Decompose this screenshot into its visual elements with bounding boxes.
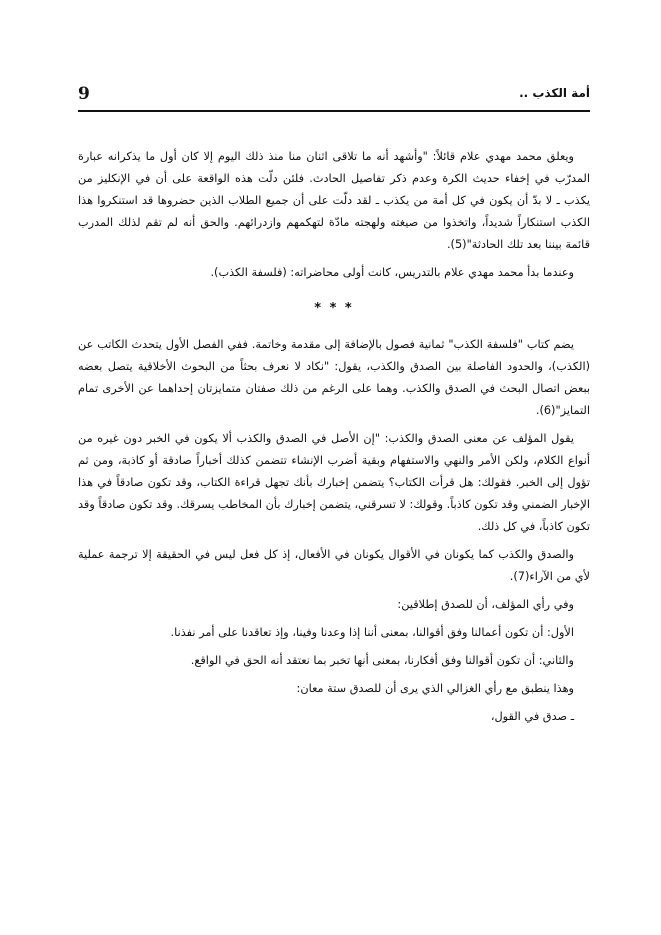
page-body bbox=[78, 146, 590, 734]
paragraph: وهذا ينطبق مع رأي الغزالي الذي يرى أن للصدق ستة معان: bbox=[296, 682, 574, 695]
running-title: أمة الكذب .. bbox=[519, 86, 590, 100]
paragraph: يضم كتاب "فلسفة الكذب" ثمانية فصول بالإضافة إلى مقدمة وخاتمة. ففي الفصل الأول يتحدث الكاتب عن (الكذب)، والحدود الفاصلة بين الصدق والكذب، يقول: "نكاد لا نعرف بحثاً من البحوث الأخلاقية يتصل بعضه ببعض اتصال البحث في الصدق والكذب. وهما على الرغم من ذلك صفتان متمايزتان إحداهما عن الأخرى تمام التمايز"(6). bbox=[78, 338, 590, 417]
section-separator: * * * bbox=[314, 301, 354, 316]
paragraph: والثاني: أن تكون أقوالنا وفق أفكارنا، بمعنى أنها تخبر بما نعتقد أنه الحق في الواقع. bbox=[190, 654, 574, 667]
page-header bbox=[78, 86, 590, 112]
paragraph: يقول المؤلف عن معنى الصدق والكذب: "إن الأصل في الصدق والكذب ألا يكون في الخبر دون غيره من أنواع الكلام، ولكن الأمر والنهي والاستفهام وبقية أضرب الإنشاء تتضمن كذلك أخباراً صادقة أو كاذبة، ومن ثم تؤول إلى الخبر. فقولك: هل قرأت الكتاب؟ يتضمن إخبارك بأنك تجهل قراءة الكتاب، وقد تكون صادقاً في هذا الإخبار الضمني وقد تكون كاذباً. وقولك: لا تسرقني، يتضمن إخبارك بأن المخاطب يسرقك. وقد تكون صادقاً وقد تكون كاذباً، في كل ذلك. bbox=[78, 432, 590, 533]
paragraph: وفي رأي المؤلف، أن للصدق إطلاقين: bbox=[397, 598, 574, 611]
paragraph: وعندما بدأ محمد مهدي علام بالتدريس، كانت أولى محاضراته: (فلسفة الكذب). bbox=[210, 266, 574, 279]
paragraph: ويعلق محمد مهدي علام قائلاً: "وأشهد أنه ما تلاقى اثنان منا منذ ذلك اليوم إلا كان أول ما يذكرانه عبارة المدرّب في إخفاء حديث الكرة وعدم ذكر تفاصيل الحادث. فلئن دلّت هذه الواقعة على أن في الإنكليز من يكذب ـ لا بدّ أن يكون في كل أمة من يكذب ـ لقد دلّت على أن جميع الطلاب الذين حضروها قد استنكروا هذا الكذب استنكاراً شديداً، واتخذوا من صيغته ولهجته مادّة لتهكمهم وازدرائهم. والحق أنه لم تقم لذلك المدرب قائمة بيننا بعد تلك الحادثة"(5). bbox=[78, 150, 590, 251]
paragraph: ـ صدق في القول، bbox=[490, 710, 574, 723]
paragraph: الأول: أن تكون أعمالنا وفق أقوالنا، بمعنى أننا إذا وعدنا وفينا، وإذ تعاقدنا على أمر نفذنا. bbox=[170, 626, 574, 639]
paragraph: والصدق والكذب كما يكونان في الأقوال يكونان في الأفعال، إذ كل فعل ليس في الحقيقة إلا ترجمة عملية لأي من الآراء(7). bbox=[78, 548, 590, 583]
page-number: 9 bbox=[78, 84, 90, 104]
